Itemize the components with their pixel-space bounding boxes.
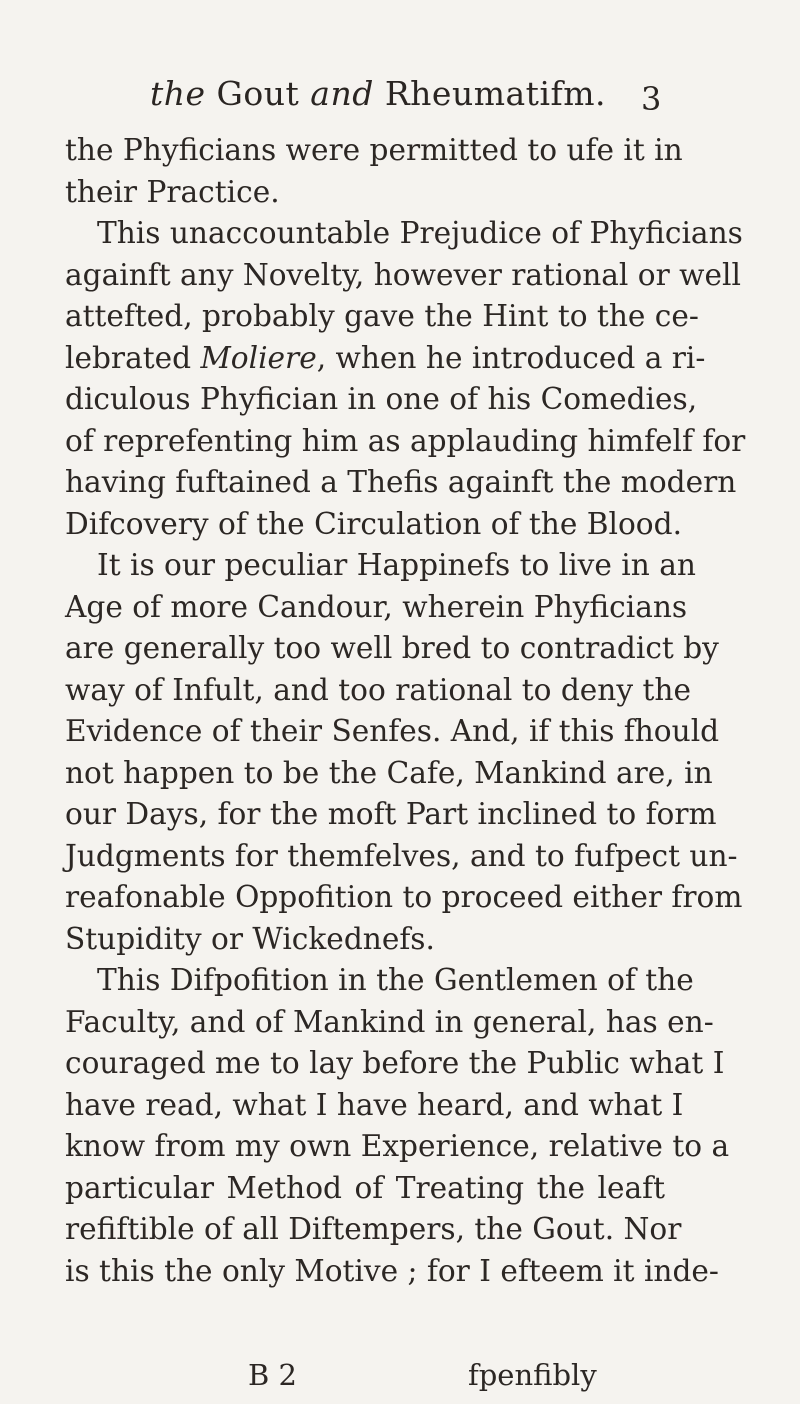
text-line: This Difpofition in the Gentlemen of the xyxy=(97,963,694,997)
text-line: couraged me to lay before the Public what I xyxy=(65,1046,725,1080)
text-line: refiftible of all Diftempers, the Gout. Nor xyxy=(65,1212,682,1246)
text-line: This unaccountable Prejudice of Phyficians xyxy=(97,216,743,250)
running-head xyxy=(150,74,670,113)
page-number: 3 xyxy=(641,80,662,118)
body-text xyxy=(65,130,746,1292)
text-line: way of Infult, and too rational to deny the xyxy=(65,672,691,707)
text-line: againft any Novelty, however rational or well xyxy=(65,257,741,292)
text-line: of reprefenting him as applauding himfelf for xyxy=(65,423,746,458)
text-line: Stupidity or Wickednefs. xyxy=(65,921,435,956)
running-head-gout: Gout xyxy=(205,74,311,113)
text-line: diculous Phyfician in one of his Comedies, xyxy=(65,382,698,416)
text-line-segment: lebrated xyxy=(65,340,201,375)
running-head-the: the xyxy=(150,74,206,113)
text-line-moliere xyxy=(65,338,706,380)
text-line-segment: , when he introduced a ri- xyxy=(316,340,706,375)
text-line: are generally too well bred to contradict by xyxy=(65,631,719,665)
text-line: our Days, for the moft Part inclined to form xyxy=(65,797,717,831)
text-line: have read, what I have heard, and what I xyxy=(65,1087,684,1122)
text-line: attefted, probably gave the Hint to the ce- xyxy=(65,299,699,333)
text-line: Faculty, and of Mankind in general, has en- xyxy=(65,1004,714,1039)
text-line: Age of more Candour, wherein Phyficians xyxy=(65,589,688,624)
catchword: fpenfibly xyxy=(468,1358,597,1392)
text-line: Judgments for themfelves, and to fufpect un- xyxy=(65,838,738,873)
text-line: know from my own Experience, relative to a xyxy=(65,1129,730,1163)
text-line: having fuftained a Thefis againft the modern xyxy=(65,465,737,499)
running-head-rheumatism: Rheumatifm. xyxy=(373,74,606,113)
text-line: is this the only Motive ; for I efteem it inde- xyxy=(65,1253,719,1288)
text-line: particular Method of Treating the leaft xyxy=(65,1170,665,1205)
running-head-and: and xyxy=(310,74,374,113)
text-line: reafonable Oppofition to proceed either from xyxy=(65,880,743,914)
text-line: Difcovery of the Circulation of the Blood. xyxy=(65,506,682,541)
text-line: It is our peculiar Happinefs to live in an xyxy=(97,548,696,582)
moliere-name: Moliere xyxy=(200,340,317,375)
text-line: not happen to be the Cafe, Mankind are, in xyxy=(65,755,713,790)
text-line: their Practice. xyxy=(65,174,280,209)
signature-mark: B 2 xyxy=(248,1358,297,1392)
text-line: the Phyficians were permitted to ufe it in xyxy=(65,133,683,167)
text-line: Evidence of their Senfes. And, if this fhould xyxy=(65,714,720,748)
